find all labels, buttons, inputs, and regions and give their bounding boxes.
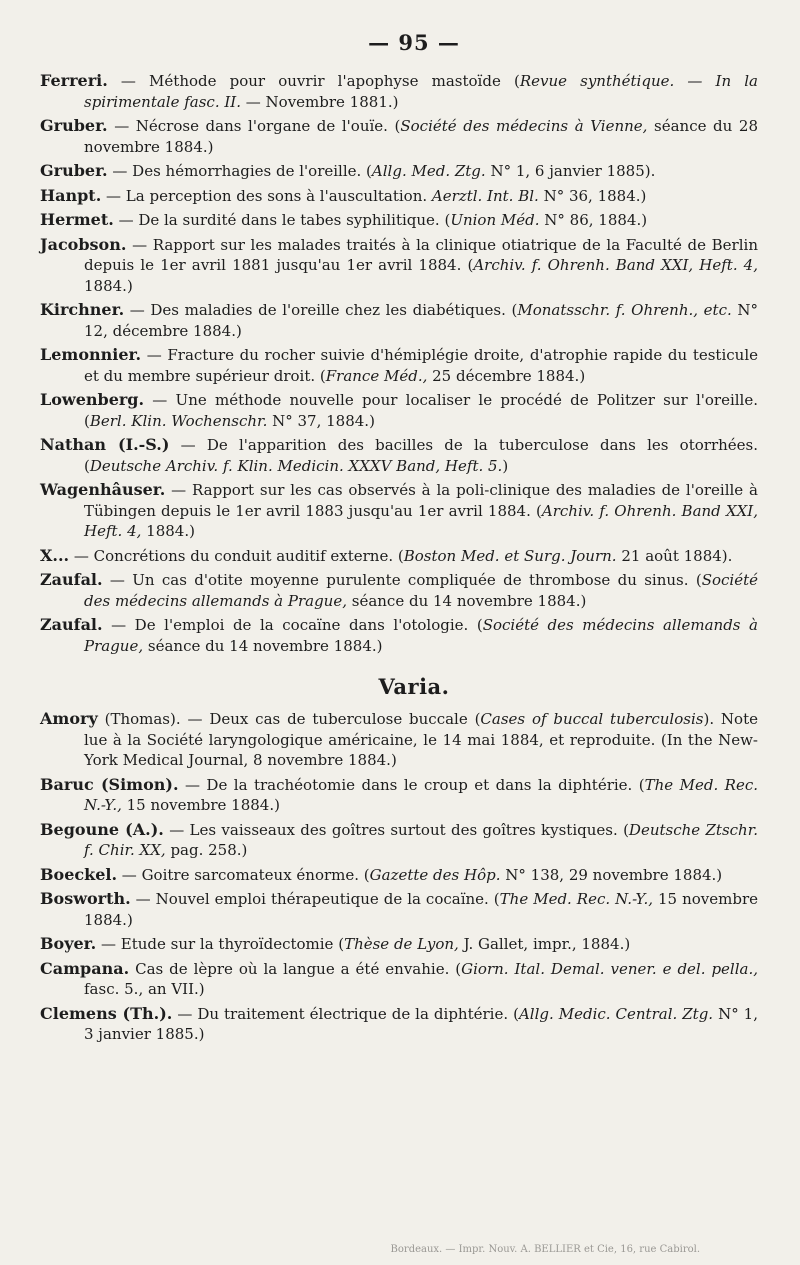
entry-author: Hermet.	[40, 210, 114, 229]
bibliography-entry	[40, 480, 758, 542]
bibliography-entry	[40, 390, 758, 431]
entry-author: Boeckel.	[40, 864, 118, 884]
entry-source: Revue synthétique. — In la spirimentale fasc. II.	[84, 72, 759, 111]
entry-title: — De la trachéotomie dans le croup et dans la diphtérie. (	[178, 775, 645, 794]
entry-title: — Du traitement électrique de la diphtérie. (	[172, 1004, 519, 1023]
entry-details: N° 138, 29 novembre 1884.)	[500, 865, 723, 884]
bibliography-entry	[40, 865, 758, 886]
varia-list	[40, 709, 758, 1045]
entry-author: Lowenberg.	[40, 390, 145, 409]
entry-title: — Des maladies de l'oreille chez les diabétiques. (	[124, 301, 518, 319]
entry-details: 1884.)	[141, 522, 195, 540]
entry-author: Bosworth.	[40, 889, 131, 908]
entry-title: — Rapport sur les malades traités à la clinique otiatrique de la Faculté de Berlin depuis le 1er avril 1881 jusqu'au 1er avril 1884. (	[84, 235, 758, 274]
entry-details: J. Gallet, impr., 1884.)	[458, 935, 631, 953]
entry-source: Allg. Medic. Central. Ztg.	[518, 1004, 714, 1023]
entry-source: Union Méd.	[450, 211, 540, 229]
entry-title: — Nouvel emploi thérapeutique de la cocaïne. (	[130, 890, 500, 908]
entry-source: Cases of buccal tuberculosis	[480, 710, 704, 728]
entry-title: — Une méthode nouvelle pour localiser le procédé de Politzer sur l'oreille. (	[84, 391, 758, 430]
entry-source: France Méd.,	[325, 366, 428, 385]
entry-details: N° 12, décembre 1884.)	[84, 301, 759, 340]
bibliography-entry	[40, 959, 758, 1000]
entry-author: Boyer.	[40, 934, 97, 953]
entry-details: N° 1, 6 janvier 1885).	[485, 162, 656, 180]
entry-title: — Les vaisseaux des goîtres surtout des goîtres kystiques. (	[163, 820, 629, 839]
entry-source: Archiv. f. Ohrenh. Band XXI, Heft. 4,	[84, 501, 758, 540]
entry-title: — Rapport sur les cas observés à la poli-clinique des maladies de l'oreille à Tübingen depuis le 1er avril 1883 jusqu'au 1er avril 1884. (	[84, 481, 758, 520]
bibliography-entry	[40, 210, 758, 231]
bibliography-entry	[40, 235, 758, 297]
entry-source: Giorn. Ital. Demal. vener. e del. pella.,	[461, 959, 758, 978]
entry-title: — Concrétions du conduit auditif externe. (	[69, 546, 404, 565]
entry-details: pag. 258.)	[165, 841, 248, 859]
entry-title: — Etude sur la thyroïdectomie (	[96, 935, 345, 953]
section-title: Varia.	[378, 674, 450, 699]
entry-details: 15 novembre 1884.)	[121, 796, 280, 814]
entry-details: 1884.)	[84, 276, 133, 295]
bibliography-entry	[40, 546, 758, 567]
entry-author: Zaufal.	[40, 615, 103, 634]
entry-details: ). Note lue à la Société laryngologique américaine, le 14 mai 1884, et reproduite. (In the New-York Medical Journal, 8 novembre 1884.)	[84, 710, 758, 769]
entry-title: — De la surdité dans le tabes syphilitique. (	[113, 211, 451, 229]
entry-title: — Goitre sarcomateux énorme. (	[117, 865, 370, 884]
entry-title: — Nécrose dans l'organe de l'ouïe. (	[107, 117, 401, 135]
page	[40, 30, 758, 1049]
entry-source: Société des médecins allemands à Prague,	[84, 571, 758, 610]
entry-title: — De l'apparition des bacilles de la tuberculose dans les otorrhées. (	[84, 436, 758, 475]
entry-details: 15 novembre 1884.)	[84, 890, 759, 929]
entry-source: Monatsschr. f. Ohrenh., etc.	[517, 301, 732, 319]
entry-title: — Fracture du rocher suivie d'hémiplégie droite, d'atrophie rapide du testicule et du membre supérieur droit. (	[84, 346, 758, 385]
entry-author: Ferreri.	[40, 71, 108, 90]
bibliography-entry	[40, 775, 758, 816]
entry-title: (Thomas). — Deux cas de tuberculose buccale (	[97, 710, 481, 728]
entry-details: N° 37, 1884.)	[267, 411, 375, 430]
bibliography-entry	[40, 435, 758, 476]
entry-source: Berl. Klin. Wochenschr.	[89, 411, 268, 430]
entry-title: — De l'emploi de la cocaïne dans l'otologie. (	[102, 616, 483, 634]
entry-source: Allg. Med. Ztg.	[371, 162, 486, 180]
entry-details: N° 1, 3 janvier 1885.)	[84, 1004, 758, 1043]
bibliography-entry	[40, 615, 758, 656]
entry-author: Amory	[40, 709, 98, 728]
entry-author: Zaufal.	[40, 570, 103, 589]
entry-details: séance du 28 novembre 1884.)	[84, 117, 758, 156]
entry-author: Gruber.	[40, 116, 108, 135]
entry-source: Archiv. f. Ohrenh. Band XXI, Heft. 4,	[473, 256, 758, 274]
bibliography-entry	[40, 889, 758, 930]
bibliography-entry	[40, 116, 758, 157]
entry-details: séance du 14 novembre 1884.)	[346, 591, 587, 610]
entry-details: séance du 14 novembre 1884.)	[143, 636, 383, 655]
entry-source: Boston Med. et Surg. Journ.	[403, 546, 617, 565]
bibliography-entry	[40, 709, 758, 771]
entry-author: Campana.	[40, 958, 130, 978]
entry-author: Hanpt.	[40, 185, 102, 205]
entry-details: fasc. 5., an VII.)	[84, 980, 205, 998]
entry-details: — Novembre 1881.)	[241, 92, 399, 111]
bibliography-entry	[40, 71, 758, 112]
entry-author: Lemonnier.	[40, 345, 142, 364]
entry-author: Nathan (I.-S.)	[40, 435, 170, 454]
entry-source: The Med. Rec. N.-Y.,	[84, 775, 759, 814]
bibliography-entry	[40, 820, 758, 861]
bibliography-entry	[40, 161, 758, 182]
entry-details: N° 86, 1884.)	[539, 211, 648, 229]
entry-source: Deutsche Ztschr. f. Chir. XX,	[84, 820, 758, 859]
entry-title: — Méthode pour ouvrir l'apophyse mastoïde (	[107, 72, 520, 90]
bibliography-entry	[40, 345, 758, 386]
entry-author: Jacobson.	[40, 234, 127, 254]
entry-title: — La perception des sons à l'auscultation.	[101, 186, 432, 205]
entry-source: Société des médecins allemands à Prague,	[84, 616, 758, 655]
entry-details: 21 août 1884).	[616, 546, 733, 565]
entry-source: Aerztl. Int. Bl.	[431, 186, 539, 205]
entry-author: X...	[40, 545, 70, 565]
entry-author: Gruber.	[40, 161, 108, 180]
bibliography-entry	[40, 934, 758, 955]
entry-title: — Un cas d'otite moyenne purulente compliquée de thrombose du sinus. (	[102, 571, 702, 589]
entry-details: N° 36, 1884.)	[538, 186, 647, 205]
entry-details: )	[502, 456, 509, 475]
entry-details: 25 décembre 1884.)	[427, 366, 586, 385]
entry-author: Begoune (A.).	[40, 819, 164, 839]
entry-author: Baruc (Simon).	[40, 774, 179, 794]
entry-source: The Med. Rec. N.-Y.,	[499, 890, 654, 908]
page-number: — 95 —	[368, 30, 460, 55]
bibliography-entry	[40, 186, 758, 207]
entry-source: Deutsche Archiv. f. Klin. Medicin. XXXV Band, Heft. 5.	[89, 456, 503, 475]
printer-footer: Bordeaux. — Impr. Nouv. A. BELLIER et Cie, 16, rue Cabirol.	[390, 1244, 700, 1255]
entry-source: Gazette des Hôp.	[369, 865, 501, 884]
entry-title: — Des hémorrhagies de l'oreille. (	[107, 162, 372, 180]
bibliography-entry	[40, 570, 758, 611]
entry-source: Société des médecins à Vienne,	[400, 117, 648, 135]
entry-author: Wagenhâuser.	[40, 480, 166, 499]
bibliography-list	[40, 71, 758, 656]
entry-title: Cas de lèpre où la langue a été envahie. (	[129, 959, 462, 978]
bibliography-entry	[40, 1004, 758, 1045]
entry-author: Kirchner.	[40, 300, 125, 319]
entry-source: Thèse de Lyon,	[344, 935, 459, 953]
entry-author: Clemens (Th.).	[40, 1003, 173, 1023]
bibliography-entry	[40, 300, 758, 341]
